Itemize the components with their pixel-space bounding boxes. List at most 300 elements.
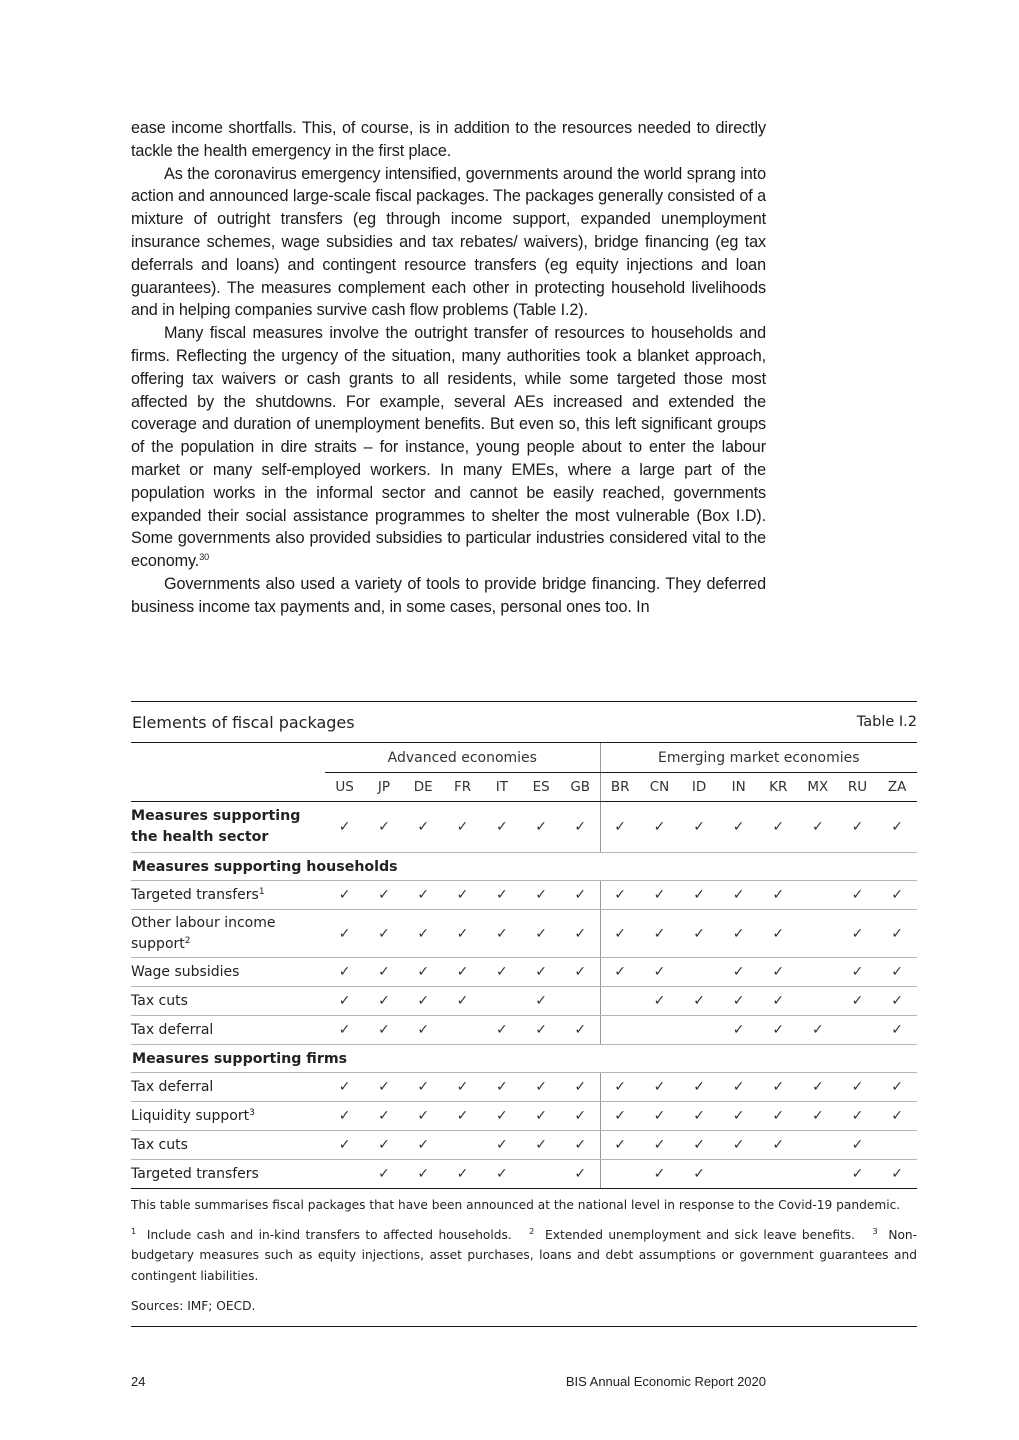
country-code-mx: MX — [798, 773, 838, 802]
check-icon: ✓ — [378, 1108, 390, 1124]
check-icon: ✓ — [693, 993, 705, 1009]
cell-in — [719, 987, 759, 1016]
cell-in — [719, 802, 759, 853]
cell-gb — [561, 881, 600, 910]
cell-gb — [561, 987, 600, 1016]
section-label: Measures supporting households — [131, 853, 917, 881]
check-icon: ✓ — [417, 1166, 430, 1182]
check-icon: ✓ — [891, 887, 903, 903]
cell-id — [679, 1160, 719, 1189]
check-icon: ✓ — [732, 1022, 745, 1038]
cell-es — [521, 910, 560, 958]
cell-cn — [640, 987, 680, 1016]
footnote-2-text: Extended unemployment and sick leave benefits. — [545, 1227, 856, 1242]
cell-kr — [758, 1073, 798, 1102]
check-icon: ✓ — [535, 1137, 547, 1153]
check-icon: ✓ — [417, 925, 430, 942]
check-icon: ✓ — [535, 993, 547, 1009]
cell-cn — [640, 1131, 680, 1160]
cell-br — [600, 1160, 640, 1189]
cell-mx — [798, 1160, 838, 1189]
table-summary-note: This table summarises fiscal packages that have been announced at the national level in response to the Covid-19 pandemic. — [131, 1198, 901, 1212]
cell-za — [877, 910, 917, 958]
check-icon: ✓ — [891, 1166, 903, 1182]
check-icon: ✓ — [417, 964, 430, 980]
check-icon: ✓ — [614, 887, 626, 903]
footnote-3-text: Non-budgetary measures such as equity injections, asset purchases, loans and debt assumptions or government guarantees and contingent liabilities. — [131, 1227, 918, 1283]
cell-jp — [364, 987, 403, 1016]
footnote-ref[interactable]: 3 — [249, 1107, 255, 1118]
check-icon: ✓ — [851, 1137, 864, 1153]
check-icon: ✓ — [495, 887, 508, 903]
cell-cn — [640, 958, 680, 987]
table-row — [131, 910, 917, 958]
row-label — [131, 987, 325, 1016]
check-icon: ✓ — [535, 1022, 547, 1038]
row-label-text: Other labour income support$^2$ — [131, 914, 276, 952]
row-label-text: Tax cuts — [131, 1136, 188, 1153]
cell-br — [600, 802, 640, 853]
check-icon: ✓ — [851, 964, 864, 980]
cell-id — [679, 802, 719, 853]
cell-jp — [364, 1102, 403, 1131]
cell-za — [877, 1073, 917, 1102]
check-icon: ✓ — [378, 1079, 390, 1095]
section-header-firms — [131, 1045, 917, 1073]
cell-it — [482, 958, 521, 987]
cell-it — [482, 1016, 521, 1045]
cell-jp — [364, 881, 403, 910]
check-icon: ✓ — [574, 1022, 587, 1038]
cell-in — [719, 881, 759, 910]
check-icon: ✓ — [693, 887, 705, 903]
empty-corner — [131, 743, 325, 773]
cell-fr — [443, 1160, 482, 1189]
check-icon: ✓ — [772, 819, 785, 835]
cell-fr — [443, 958, 482, 987]
check-icon: ✓ — [811, 1108, 824, 1124]
row-health-sector — [131, 802, 917, 853]
cell-de — [404, 881, 443, 910]
row-label — [131, 1073, 325, 1102]
check-icon: ✓ — [574, 819, 587, 835]
check-icon: ✓ — [495, 819, 508, 835]
row-label — [131, 1102, 325, 1131]
check-icon: ✓ — [693, 1166, 705, 1182]
cell-in — [719, 1102, 759, 1131]
check-icon: ✓ — [417, 1022, 430, 1038]
check-icon: ✓ — [574, 1108, 587, 1124]
cell-cn — [640, 910, 680, 958]
country-code-za: ZA — [877, 773, 917, 802]
check-icon: ✓ — [495, 1137, 508, 1153]
check-icon: ✓ — [851, 993, 864, 1009]
cell-ru — [838, 881, 878, 910]
cell-de — [404, 910, 443, 958]
check-icon: ✓ — [574, 1079, 587, 1095]
check-icon: ✓ — [574, 964, 587, 980]
footnote-2-num: 2 — [529, 1226, 535, 1236]
check-icon: ✓ — [614, 819, 626, 835]
cell-ru — [838, 1073, 878, 1102]
check-icon: ✓ — [378, 887, 390, 903]
check-icon: ✓ — [338, 1022, 351, 1038]
cell-de — [404, 987, 443, 1016]
cell-it — [482, 987, 521, 1016]
check-icon: ✓ — [653, 964, 666, 980]
country-code-de: DE — [404, 773, 443, 802]
cell-ru — [838, 1102, 878, 1131]
cell-gb — [561, 958, 600, 987]
check-icon: ✓ — [891, 925, 903, 942]
cell-es — [521, 802, 560, 853]
check-icon: ✓ — [378, 819, 390, 835]
check-icon: ✓ — [851, 819, 864, 835]
check-icon: ✓ — [417, 819, 430, 835]
check-icon: ✓ — [378, 993, 390, 1009]
paragraph-3 — [131, 322, 766, 573]
check-icon: ✓ — [851, 1108, 864, 1124]
check-icon: ✓ — [811, 1079, 824, 1095]
table-row — [131, 1160, 917, 1189]
cell-gb — [561, 910, 600, 958]
check-icon: ✓ — [338, 1108, 351, 1124]
cell-ru — [838, 1016, 878, 1045]
check-icon: ✓ — [456, 925, 469, 942]
cell-kr — [758, 1131, 798, 1160]
footnote-ref-30[interactable]: 30 — [199, 552, 209, 563]
check-icon: ✓ — [772, 925, 785, 942]
cell-za — [877, 958, 917, 987]
cell-de — [404, 1016, 443, 1045]
cell-br — [600, 987, 640, 1016]
check-icon: ✓ — [417, 1137, 430, 1153]
cell-fr — [443, 881, 482, 910]
cell-id — [679, 1073, 719, 1102]
check-icon: ✓ — [338, 1079, 351, 1095]
cell-es — [521, 958, 560, 987]
cell-it — [482, 910, 521, 958]
check-icon: ✓ — [574, 1166, 587, 1182]
cell-ru — [838, 958, 878, 987]
footnote-ref[interactable]: 2 — [184, 935, 191, 946]
row-label: Measures supporting the health sector — [131, 802, 325, 853]
country-code-ru: RU — [838, 773, 878, 802]
country-code-es: ES — [521, 773, 560, 802]
check-icon: ✓ — [574, 925, 587, 942]
row-label-text: Tax deferral — [131, 1078, 214, 1095]
check-icon: ✓ — [653, 993, 666, 1009]
check-icon: ✓ — [772, 964, 785, 980]
cell-mx — [798, 1131, 838, 1160]
row-label-text: Targeted transfers — [131, 886, 259, 903]
cell-in — [719, 910, 759, 958]
group-header-row — [131, 743, 917, 773]
cell-gb — [561, 1131, 600, 1160]
country-code-cn: CN — [640, 773, 680, 802]
cell-gb — [561, 1016, 600, 1045]
cell-de — [404, 802, 443, 853]
cell-kr — [758, 1102, 798, 1131]
cell-es — [521, 1073, 560, 1102]
cell-in — [719, 1160, 759, 1189]
check-icon: ✓ — [495, 1022, 508, 1038]
check-icon: ✓ — [811, 1022, 824, 1038]
check-icon: ✓ — [653, 887, 666, 903]
check-icon: ✓ — [614, 1108, 626, 1124]
paragraph-1: ease income shortfalls. This, of course, is in addition to the resources needed to directly tackle the health emergency in the first place. — [131, 119, 766, 160]
check-icon: ✓ — [653, 925, 666, 942]
check-icon: ✓ — [338, 964, 351, 980]
cell-es — [521, 1131, 560, 1160]
check-icon: ✓ — [614, 1137, 626, 1153]
footnote-ref[interactable]: 1 — [258, 886, 265, 897]
cell-br — [600, 958, 640, 987]
cell-de — [404, 1073, 443, 1102]
check-icon: ✓ — [693, 1079, 705, 1095]
check-icon: ✓ — [338, 993, 351, 1009]
cell-id — [679, 1016, 719, 1045]
cell-gb — [561, 1073, 600, 1102]
cell-it — [482, 1160, 521, 1189]
fiscal-table-block — [131, 701, 917, 1327]
country-code-kr: KR — [758, 773, 798, 802]
check-icon: ✓ — [378, 964, 390, 980]
table-title: Elements of fiscal packages — [132, 712, 355, 732]
cell-id — [679, 1102, 719, 1131]
cell-es — [521, 881, 560, 910]
cell-br — [600, 910, 640, 958]
cell-za — [877, 1131, 917, 1160]
cell-kr — [758, 1016, 798, 1045]
cell-es — [521, 1102, 560, 1131]
row-label-text: Tax deferral — [131, 1021, 214, 1038]
row-label-text: Targeted transfers — [131, 1165, 259, 1182]
check-icon: ✓ — [732, 993, 745, 1009]
row-label — [131, 958, 325, 987]
country-code-gb: GB — [561, 773, 600, 802]
check-icon: ✓ — [693, 925, 705, 942]
cell-za — [877, 802, 917, 853]
cell-es — [521, 1160, 560, 1189]
cell-de — [404, 1102, 443, 1131]
check-icon: ✓ — [891, 993, 903, 1009]
check-icon: ✓ — [653, 819, 666, 835]
paragraph-3-text: Many fiscal measures involve the outright transfer of resources to households and firms. Reflecting the urgency of the situation, many authorities took a blanket approach, offering tax waivers or cash grants to all residents, while some targeted those most affected by the shutdowns. For example, several AEs increased and extended the coverage and duration of unemployment benefits. But even so, this left significant groups of the population in dire straits – for instance, young people about to enter the labour market or many self-employed workers. In many EMEs, where a large part of the population works in the informal sector and cannot be easily reached, governments expanded their social assistance programmes to shelter the most vulnerable (Box I.D). Some governments also provided subsidies to particular industries considered vital to the economy. — [131, 324, 766, 571]
check-icon: ✓ — [811, 819, 824, 835]
cell-br — [600, 1073, 640, 1102]
table-row — [131, 1016, 917, 1045]
cell-id — [679, 987, 719, 1016]
cell-fr — [443, 1102, 482, 1131]
cell-it — [482, 1131, 521, 1160]
cell-ru — [838, 910, 878, 958]
table-number: Table I.2 — [856, 714, 917, 730]
check-icon: ✓ — [653, 1137, 666, 1153]
check-icon: ✓ — [851, 887, 864, 903]
cell-ru — [838, 987, 878, 1016]
cell-za — [877, 881, 917, 910]
check-icon: ✓ — [772, 993, 785, 1009]
check-icon: ✓ — [851, 1079, 864, 1095]
check-icon: ✓ — [417, 1079, 430, 1095]
cell-id — [679, 881, 719, 910]
check-icon: ✓ — [338, 925, 351, 942]
cell-cn — [640, 1160, 680, 1189]
table-row — [131, 1131, 917, 1160]
table-row — [131, 987, 917, 1016]
cell-us — [325, 1016, 364, 1045]
cell-in — [719, 1131, 759, 1160]
check-icon: ✓ — [891, 964, 903, 980]
cell-fr — [443, 987, 482, 1016]
cell-id — [679, 958, 719, 987]
cell-es — [521, 1016, 560, 1045]
check-icon: ✓ — [653, 1108, 666, 1124]
table-row — [131, 1073, 917, 1102]
cell-us — [325, 910, 364, 958]
country-code-fr: FR — [443, 773, 482, 802]
page-number: 24 — [131, 1374, 146, 1389]
check-icon: ✓ — [535, 819, 547, 835]
cell-jp — [364, 1160, 403, 1189]
country-code-in: IN — [719, 773, 759, 802]
cell-ru — [838, 1160, 878, 1189]
cell-fr — [443, 1016, 482, 1045]
check-icon: ✓ — [417, 887, 430, 903]
cell-jp — [364, 1073, 403, 1102]
row-label-text: Tax cuts — [131, 992, 188, 1009]
check-icon: ✓ — [732, 1108, 745, 1124]
cell-in — [719, 1073, 759, 1102]
check-icon: ✓ — [378, 925, 390, 942]
cell-mx — [798, 958, 838, 987]
cell-jp — [364, 802, 403, 853]
country-code-us: US — [325, 773, 364, 802]
check-icon: ✓ — [378, 1137, 390, 1153]
cell-br — [600, 1131, 640, 1160]
check-icon: ✓ — [772, 1137, 785, 1153]
table-row — [131, 881, 917, 910]
check-icon: ✓ — [535, 964, 547, 980]
table-header — [131, 702, 917, 743]
cell-br — [600, 1102, 640, 1131]
table-row — [131, 1102, 917, 1131]
check-icon: ✓ — [495, 1079, 508, 1095]
country-code-jp: JP — [364, 773, 403, 802]
publication-title: BIS Annual Economic Report 2020 — [565, 1374, 766, 1389]
check-icon: ✓ — [732, 964, 745, 980]
check-icon: ✓ — [772, 1108, 785, 1124]
paragraph-2: As the coronavirus emergency intensified, governments around the world sprang into action and announced large-scale fiscal packages. The packages generally consisted of a mixture of outright transfers (eg through income support, expanded unemployment insurance schemes, wage subsidies and tax rebates/ waivers), bridge financing (eg tax deferrals and loans) and contingent resource transfers (eg equity injections and loan guarantees). The measures complement each other in protecting household livelihoods and in helping companies survive cash flow problems (Table I.2). — [131, 164, 766, 320]
cell-za — [877, 987, 917, 1016]
check-icon: ✓ — [614, 1079, 626, 1095]
cell-za — [877, 1102, 917, 1131]
check-icon: ✓ — [653, 1166, 666, 1182]
check-icon: ✓ — [851, 1166, 864, 1182]
cell-kr — [758, 881, 798, 910]
table-body — [131, 802, 917, 1189]
fiscal-packages-table — [131, 743, 917, 1189]
cell-id — [679, 1131, 719, 1160]
sources-note: Sources: IMF; OECD. — [131, 1299, 256, 1313]
cell-fr — [443, 910, 482, 958]
cell-ru — [838, 802, 878, 853]
check-icon: ✓ — [891, 1022, 903, 1038]
group-emerging-market-economies: Emerging market economies — [600, 743, 917, 773]
cell-mx — [798, 910, 838, 958]
cell-es — [521, 987, 560, 1016]
cell-in — [719, 1016, 759, 1045]
cell-za — [877, 1016, 917, 1045]
table-bottom-rule — [131, 1326, 917, 1327]
footnotes — [131, 1225, 917, 1287]
cell-cn — [640, 1016, 680, 1045]
check-icon: ✓ — [378, 1166, 390, 1182]
check-icon: ✓ — [891, 1079, 903, 1095]
row-label-text: Liquidity support — [131, 1107, 250, 1124]
check-icon: ✓ — [456, 1079, 469, 1095]
section-label: Measures supporting firms — [131, 1045, 917, 1073]
check-icon: ✓ — [693, 1108, 705, 1124]
country-code-br: BR — [600, 773, 640, 802]
cell-kr — [758, 987, 798, 1016]
footnote-3-num: 3 — [872, 1226, 878, 1236]
check-icon: ✓ — [456, 964, 469, 980]
group-advanced-economies: Advanced economies — [325, 743, 600, 773]
check-icon: ✓ — [891, 819, 903, 835]
cell-de — [404, 1160, 443, 1189]
table-row — [131, 958, 917, 987]
check-icon: ✓ — [732, 819, 745, 835]
cell-us — [325, 958, 364, 987]
check-icon: ✓ — [574, 887, 587, 903]
cell-jp — [364, 1016, 403, 1045]
row-label — [131, 910, 325, 958]
empty-corner — [131, 773, 325, 802]
cell-us — [325, 1131, 364, 1160]
check-icon: ✓ — [417, 1108, 430, 1124]
cell-mx — [798, 802, 838, 853]
check-icon: ✓ — [495, 1108, 508, 1124]
cell-de — [404, 958, 443, 987]
row-label — [131, 1131, 325, 1160]
footnote-1-num: 1 — [131, 1226, 137, 1236]
cell-br — [600, 881, 640, 910]
cell-kr — [758, 958, 798, 987]
section-header-households — [131, 853, 917, 881]
cell-it — [482, 802, 521, 853]
check-icon: ✓ — [535, 887, 547, 903]
cell-fr — [443, 1131, 482, 1160]
check-icon: ✓ — [891, 1108, 903, 1124]
cell-id — [679, 910, 719, 958]
check-icon: ✓ — [456, 1108, 469, 1124]
check-icon: ✓ — [535, 1108, 547, 1124]
cell-cn — [640, 881, 680, 910]
check-icon: ✓ — [456, 1166, 469, 1182]
cell-jp — [364, 1131, 403, 1160]
check-icon: ✓ — [338, 1137, 351, 1153]
cell-fr — [443, 802, 482, 853]
check-icon: ✓ — [535, 925, 547, 942]
country-code-id: ID — [679, 773, 719, 802]
cell-it — [482, 1073, 521, 1102]
cell-in — [719, 958, 759, 987]
check-icon: ✓ — [653, 1079, 666, 1095]
cell-de — [404, 1131, 443, 1160]
cell-jp — [364, 910, 403, 958]
